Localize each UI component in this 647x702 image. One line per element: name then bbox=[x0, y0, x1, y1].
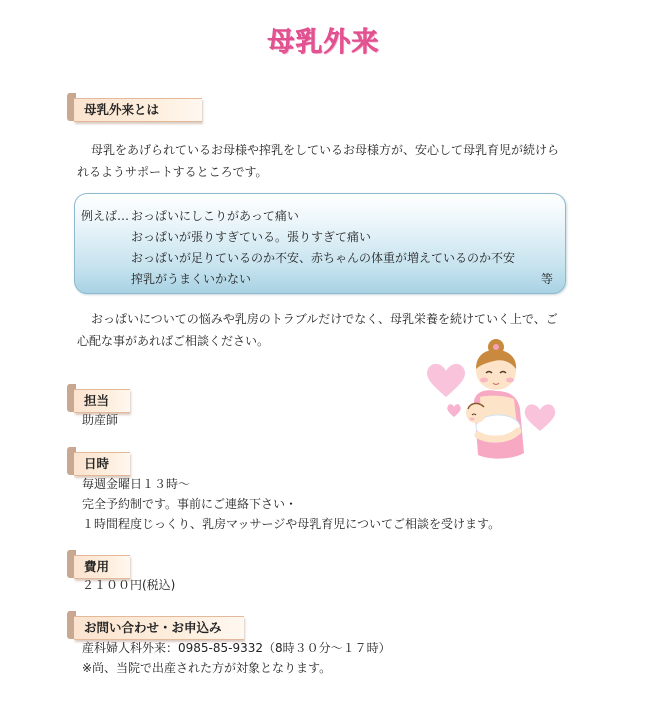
heart-icon bbox=[427, 354, 465, 397]
schedule-line2: 完全予約制です。事前にご連絡下さい・ bbox=[82, 497, 298, 511]
label-tab bbox=[67, 550, 74, 578]
section-label-staff-text: 担当 bbox=[84, 393, 110, 408]
about-intro-line2: れるようサポートするところです。 bbox=[77, 165, 268, 179]
staff-value: 助産師 bbox=[82, 413, 119, 427]
section-label-contact bbox=[74, 616, 244, 640]
example-item-2: おっぱいが張りすぎている。張りすぎて痛い bbox=[131, 230, 372, 244]
section-label-about-text: 母乳外来とは bbox=[84, 102, 160, 117]
section-label-about bbox=[74, 98, 202, 122]
example-item-3: おっぱいが足りているのか不安、赤ちゃんの体重が増えているのか不安 bbox=[131, 251, 516, 265]
about-outro-line1: おっぱいについての悩みや乳房のトラブルだけでなく、母乳栄養を続けていく上で、ご bbox=[91, 312, 558, 326]
section-label-schedule-text: 日時 bbox=[84, 456, 110, 471]
section-label-fee-text: 費用 bbox=[84, 559, 110, 574]
contact-line2: ※尚、当院で出産された方が対象となります。 bbox=[82, 661, 332, 675]
example-item-4: 搾乳がうまくいかない bbox=[131, 272, 252, 286]
examples-box bbox=[74, 193, 566, 294]
examples-prefix: 例えば… bbox=[81, 209, 130, 223]
label-tab bbox=[67, 611, 74, 639]
label-tab bbox=[67, 447, 74, 475]
example-item-1: おっぱいにしこりがあって痛い bbox=[131, 209, 299, 223]
contact-line1: 産科婦人科外来：0985-85-9332（8時３０分～１７時） bbox=[82, 641, 391, 655]
about-outro-line2: 心配な事があればご相談ください。 bbox=[77, 334, 270, 348]
label-tab bbox=[67, 93, 74, 121]
heart-icon bbox=[525, 404, 555, 431]
schedule-line3: １時間程度じっくり、乳房マッサージや母乳育児についてご相談を受けます。 bbox=[82, 517, 501, 531]
heart-icon bbox=[447, 404, 461, 417]
examples-suffix: 等 bbox=[541, 272, 554, 286]
about-intro-line1: 母乳をあげられているお母様や搾乳をしているお母様方が、安心して母乳育児が続けら bbox=[91, 143, 560, 157]
section-label-contact-text: お問い合わせ・お申込み bbox=[84, 620, 222, 635]
schedule-line1: 毎週金曜日１３時～ bbox=[82, 477, 191, 491]
page-title: 母乳外来 bbox=[267, 27, 380, 58]
section-label-schedule bbox=[74, 452, 130, 476]
label-tab bbox=[67, 384, 74, 412]
fee-value: ２１００円(税込) bbox=[82, 578, 176, 592]
mother-baby-illustration bbox=[418, 335, 563, 465]
